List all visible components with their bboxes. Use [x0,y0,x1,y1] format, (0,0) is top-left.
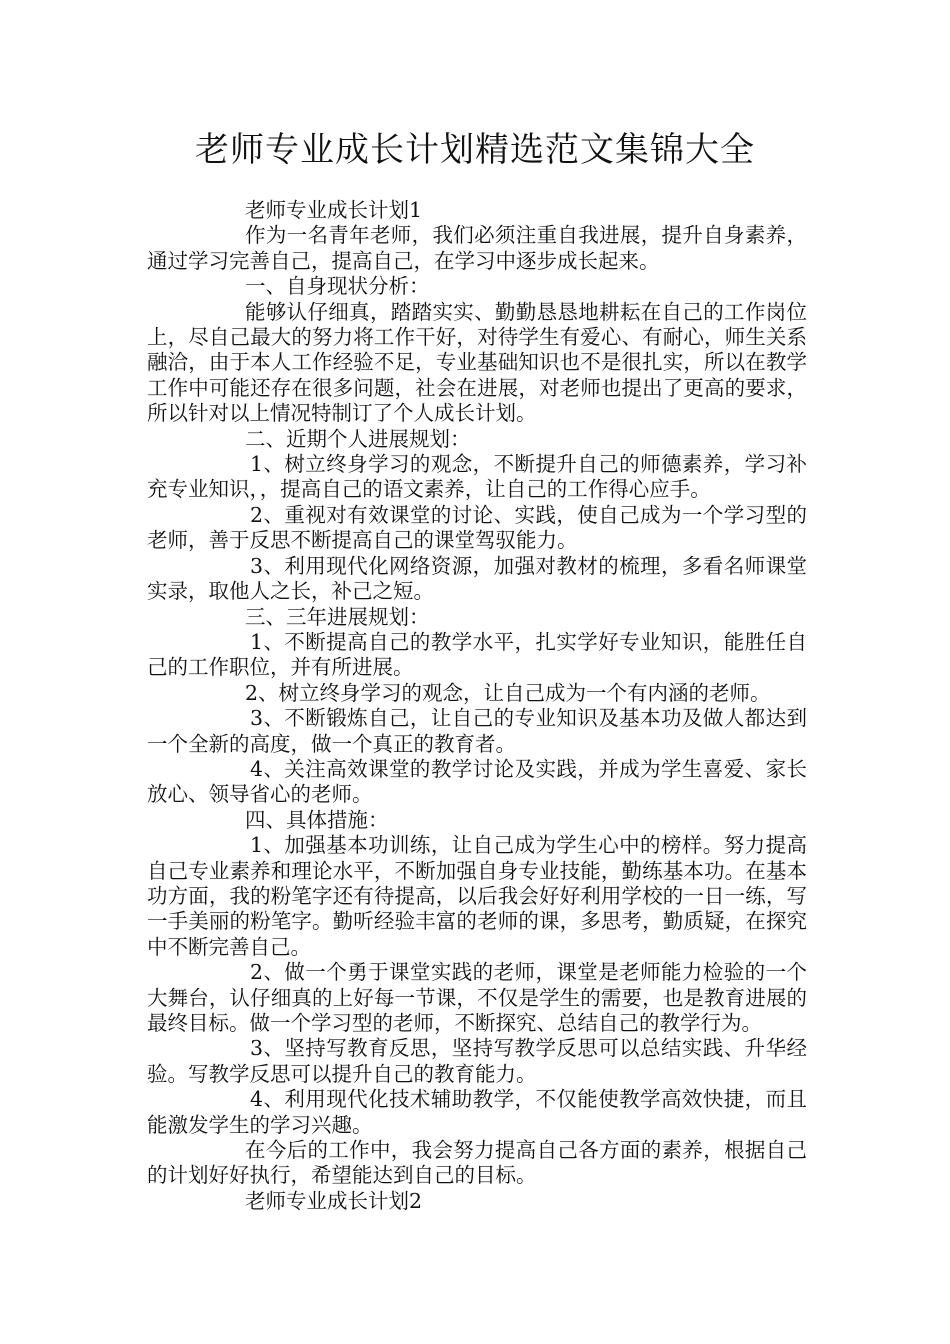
section-heading: 二、近期个人进展规划： [245,426,471,451]
paragraph: 能够认仔细真，踏踏实实、勤勤恳恳地耕耘在自己的工作岗位上，尽自己最大的努力将工作干好，对待学生有爱心、有耐心，师生关系融洽，由于本人工作经验不足，专业基础知识也不是很扎实，所以在教学工作中可能还存在很多问题，社会在进展，对老师也提出了更高的要求，所以针对以上情况特制订了个人成长计划。 [147,299,807,426]
section-heading: 老师专业成长计划1 [245,198,423,222]
list-item: 3、不断锻炼自己，让自己的专业知识及基本功及做人都达到一个全新的高度，做一个真正的教育者。 [147,706,807,756]
list-item: 4、利用现代化技术辅助教学，不仅能使教学高效快捷，而且能激发学生的学习兴趣。 [147,1087,807,1137]
section-heading: 四、具体措施： [245,807,389,832]
paragraph: 在今后的工作中，我会努力提高自己各方面的素养，根据自己的计划好好执行，希望能达到自己的目标。 [147,1138,807,1188]
list-item: 2、重视对有效课堂的讨论、实践，使自己成为一个学习型的老师，善于反思不断提高自己的课堂驾驭能力。 [147,502,807,553]
section-heading: 三、三年进展规划： [245,604,430,629]
list-item: 1、树立终身学习的观念，不断提升自己的师德素养，学习补充专业知识，，提高自己的语文素养，让自己的工作得心应手。 [147,452,807,502]
list-item: 2、树立终身学习的观念，让自己成为一个有内涵的老师。 [245,680,771,705]
list-item: 1、不断提高自己的教学水平，扎实学好专业知识，能胜任自己的工作职位，并有所进展。 [147,629,807,680]
list-item: 4、关注高效课堂的教学讨论及实践，并成为学生喜爱、家长放心、领导省心的老师。 [147,756,807,807]
section-heading: 老师专业成长计划2 [245,1188,423,1213]
list-item: 1、加强基本功训练，让自己成为学生心中的榜样。努力提高自己专业素养和理论水平，不断加强自身专业技能，勤练基本功。在基本功方面，我的粉笔字还有待提高，以后我会好好利用学校的一日一练，写一手美丽的粉笔字。勤听经验丰富的老师的课，多思考，勤质疑，在探究中不断完善自己。 [147,833,807,959]
document-title: 老师专业成长计划精选范文集锦大全 [195,130,755,170]
list-item: 3、坚持写教育反思，坚持写教学反思可以总结实践、升华经验。写教学反思可以提升自己的教育能力。 [147,1036,807,1086]
paragraph: 作为一名青年老师，我们必须注重自我进展，提升自身素养，通过学习完善自己，提高自己，在学习中逐步成长起来。 [147,223,807,273]
list-item: 3、利用现代化网络资源，加强对教材的梳理，多看名师课堂实录，取他人之长，补己之短。 [147,553,807,604]
list-item: 2、做一个勇于课堂实践的老师，课堂是老师能力检验的一个大舞台，认仔细真的上好每一节课，不仅是学生的需要，也是教育进展的最终目标。做一个学习型的老师，不断探究、总结自己的教学行为。 [147,960,807,1035]
section-heading: 一、自身现状分析： [245,274,430,299]
document-body [147,198,807,1214]
